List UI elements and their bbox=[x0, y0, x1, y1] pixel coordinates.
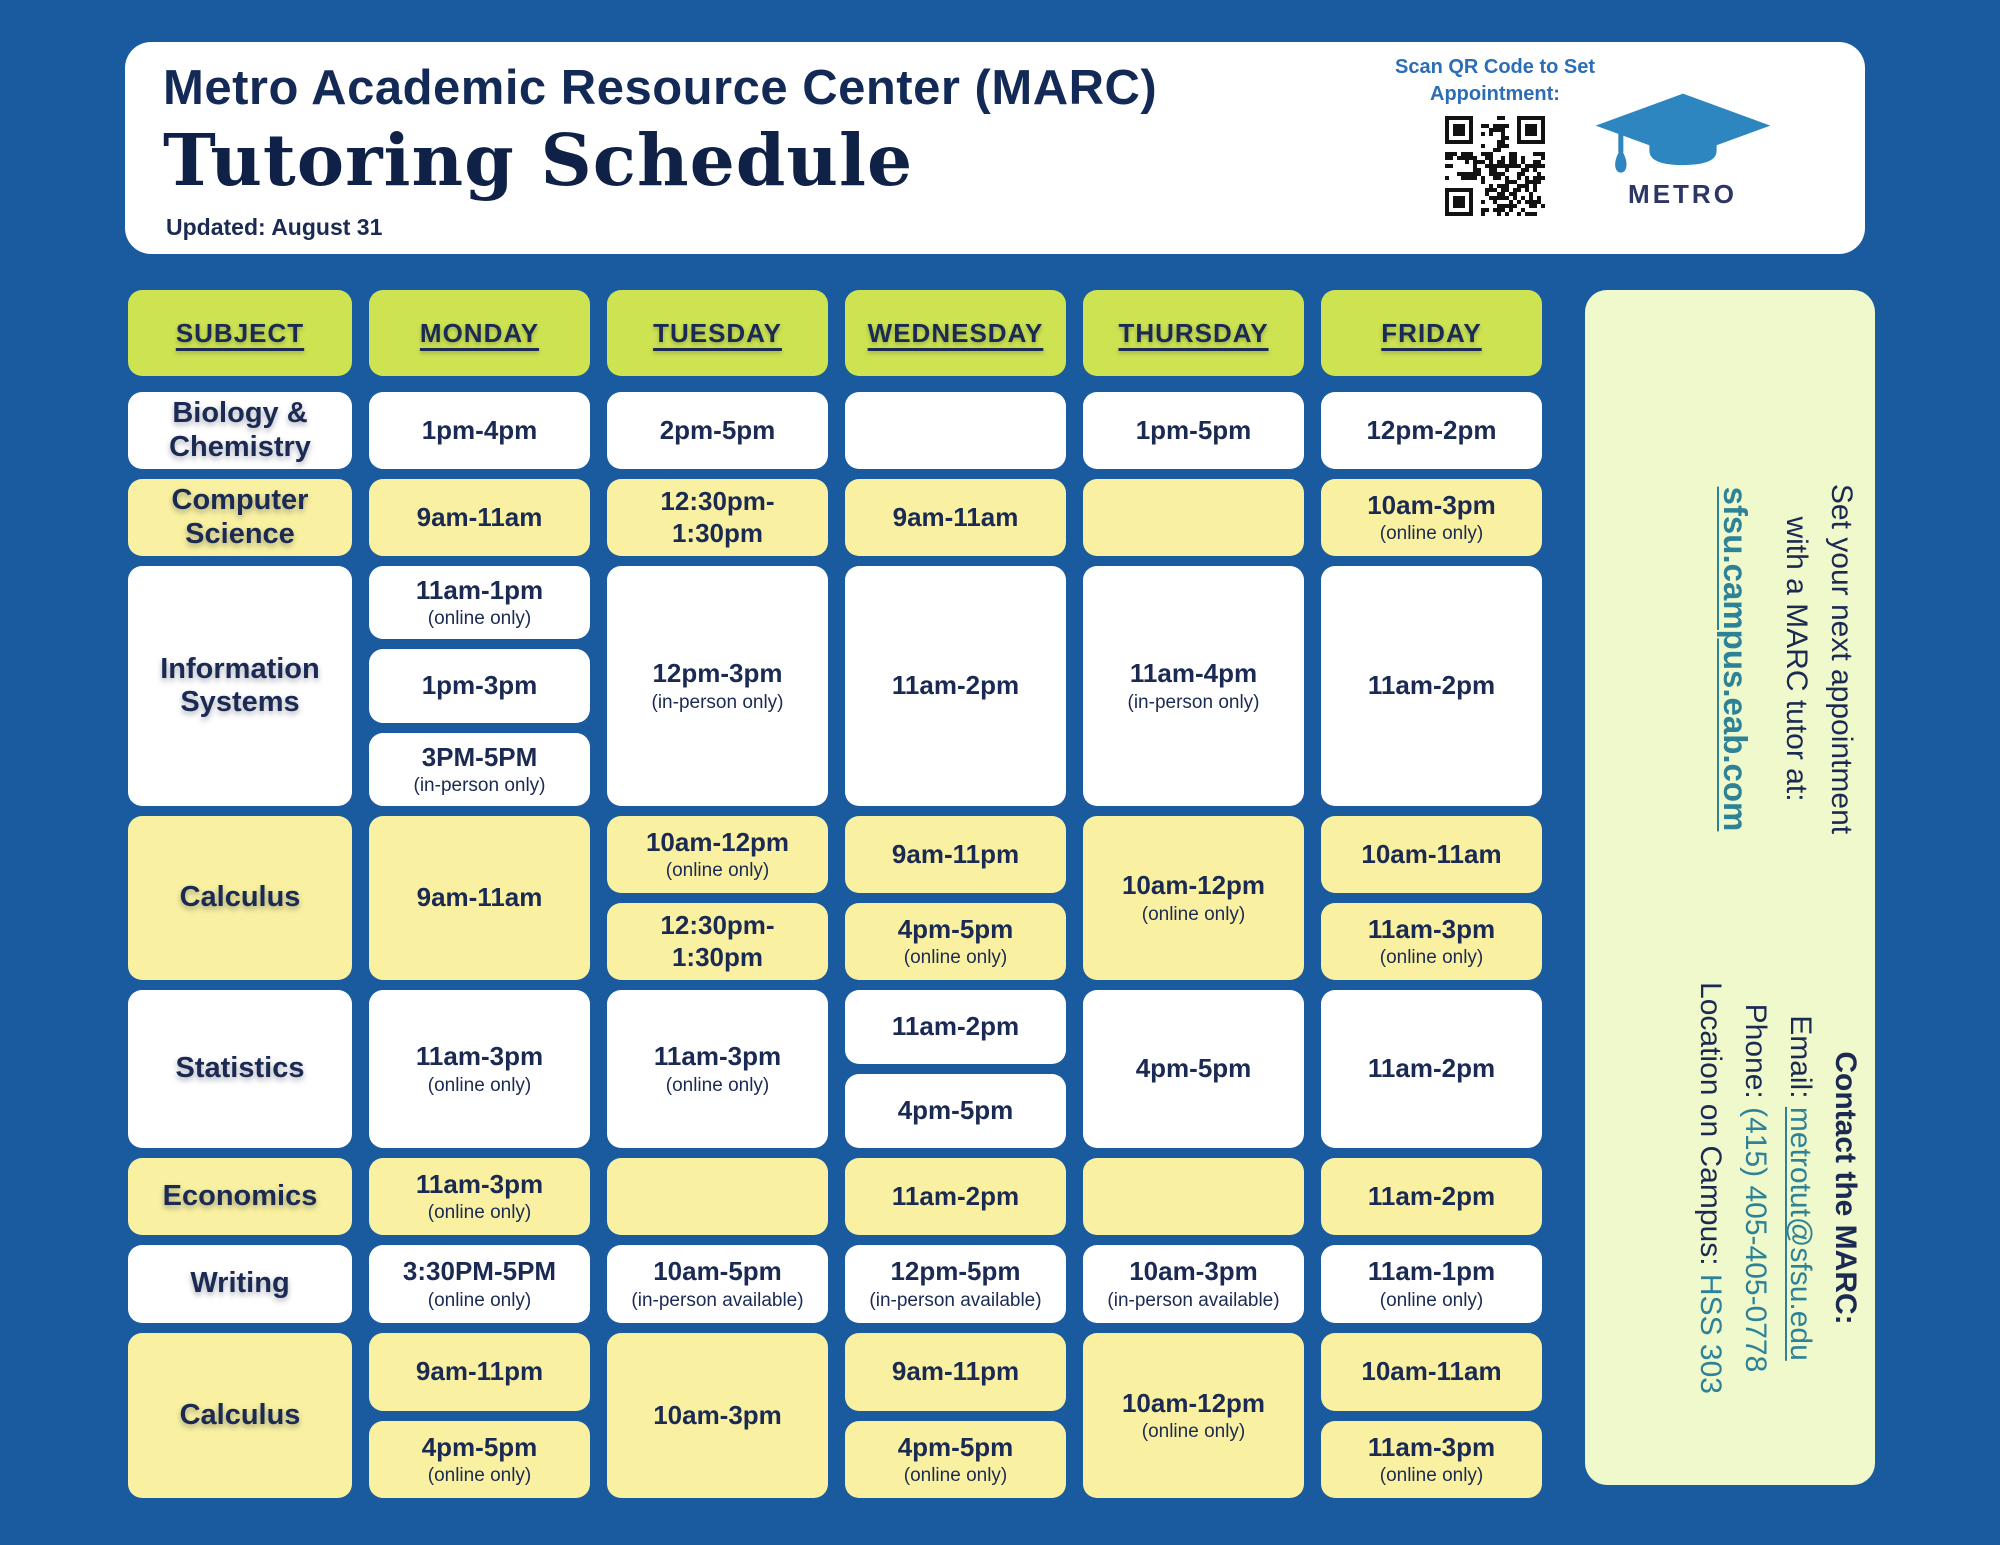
time-slot: 9am-11pm bbox=[369, 1333, 590, 1411]
day-cell bbox=[845, 479, 1066, 556]
time-slot: 9am-11am bbox=[369, 816, 590, 980]
time-slot: 11am-2pm bbox=[1321, 990, 1542, 1148]
graduation-cap-icon bbox=[1588, 92, 1778, 176]
appointment-url-link[interactable]: sfsu.campus.eab.com bbox=[1717, 486, 1754, 832]
time-slot: 11am-4pm (in-person only) bbox=[1083, 566, 1304, 806]
day-cell bbox=[1083, 1158, 1304, 1235]
time-slot: 4pm-5pm (online only) bbox=[845, 903, 1066, 980]
time-slot: 10am-3pm bbox=[607, 1333, 828, 1498]
day-cell bbox=[845, 1158, 1066, 1235]
column-header-subject: SUBJECT bbox=[128, 290, 352, 376]
time-slot: 12:30pm-1:30pm bbox=[607, 903, 828, 980]
subject-cell: Calculus bbox=[128, 1333, 352, 1498]
time-slot: 10am-3pm (online only) bbox=[1321, 479, 1542, 556]
time-slot: 11am-3pm (online only) bbox=[369, 990, 590, 1148]
updated-date: Updated: August 31 bbox=[166, 214, 383, 240]
time-slot: 3:30PM-5PM (online only) bbox=[369, 1245, 590, 1323]
column-header-tuesday: TUESDAY bbox=[607, 290, 828, 376]
time-slot: 11am-2pm bbox=[845, 990, 1066, 1064]
campus-location: HSS 303 bbox=[1694, 1273, 1727, 1394]
column-header-monday: MONDAY bbox=[369, 290, 590, 376]
time-slot: 12pm-3pm (in-person only) bbox=[607, 566, 828, 806]
page-title: Metro Academic Resource Center (MARC) bbox=[163, 61, 1158, 115]
empty-slot bbox=[1083, 1158, 1304, 1235]
empty-slot bbox=[607, 1158, 828, 1235]
contact-email-line: Email: metrotut@sfsu.edu bbox=[1784, 1015, 1817, 1361]
schedule-row bbox=[128, 990, 1542, 1148]
column-header-row bbox=[128, 290, 1542, 376]
contact-phone-line: Phone: (415) 405-405-0778 bbox=[1739, 1003, 1772, 1373]
time-slot: 11am-3pm (online only) bbox=[1321, 1421, 1542, 1499]
schedule-row bbox=[128, 816, 1542, 980]
empty-slot bbox=[1083, 479, 1304, 556]
day-cell bbox=[845, 816, 1066, 980]
time-slot: 10am-3pm (in-person available) bbox=[1083, 1245, 1304, 1323]
column-header-thursday: THURSDAY bbox=[1083, 290, 1304, 376]
column-header-friday: FRIDAY bbox=[1321, 290, 1542, 376]
time-slot: 11am-3pm (online only) bbox=[1321, 903, 1542, 980]
time-slot: 10am-11am bbox=[1321, 816, 1542, 893]
day-cell bbox=[369, 816, 590, 980]
day-cell bbox=[1321, 1245, 1542, 1323]
day-cell bbox=[1083, 1333, 1304, 1498]
time-slot: 3PM-5PM (in-person only) bbox=[369, 733, 590, 806]
day-cell bbox=[845, 392, 1066, 469]
time-slot: 10am-5pm (in-person available) bbox=[607, 1245, 828, 1323]
day-cell bbox=[1321, 479, 1542, 556]
day-cell bbox=[1321, 1333, 1542, 1498]
day-cell bbox=[607, 1333, 828, 1498]
contact-block bbox=[1588, 908, 1868, 1468]
time-slot: 9am-11pm bbox=[845, 1333, 1066, 1411]
time-slot: 4pm-5pm bbox=[845, 1074, 1066, 1148]
day-cell bbox=[369, 990, 590, 1148]
page-subtitle: Tutoring Schedule bbox=[163, 118, 914, 202]
day-cell bbox=[369, 479, 590, 556]
column-header-wednesday: WEDNESDAY bbox=[845, 290, 1066, 376]
day-cell bbox=[1083, 479, 1304, 556]
email-link[interactable]: metrotut@sfsu.edu bbox=[1784, 1106, 1817, 1361]
day-cell bbox=[1083, 566, 1304, 806]
day-cell bbox=[1321, 816, 1542, 980]
time-slot: 4pm-5pm (online only) bbox=[369, 1421, 590, 1499]
day-cell bbox=[1083, 990, 1304, 1148]
day-cell bbox=[845, 566, 1066, 806]
day-cell bbox=[1083, 816, 1304, 980]
contact-title: Contact the MARC: bbox=[1829, 1051, 1862, 1325]
day-cell bbox=[369, 1245, 590, 1323]
schedule-table bbox=[128, 290, 1542, 1508]
time-slot: 11am-2pm bbox=[845, 1158, 1066, 1235]
schedule-row bbox=[128, 1158, 1542, 1235]
time-slot: 9am-11pm bbox=[845, 816, 1066, 893]
subject-cell: Economics bbox=[128, 1158, 352, 1235]
time-slot: 11am-2pm bbox=[845, 566, 1066, 806]
time-slot: 1pm-5pm bbox=[1083, 392, 1304, 469]
appointment-text: Set your next appointment with a MARC tutor at: bbox=[1780, 483, 1858, 835]
qr-code bbox=[1445, 116, 1545, 216]
day-cell bbox=[607, 990, 828, 1148]
time-slot: 1pm-3pm bbox=[369, 649, 590, 722]
time-slot: 12:30pm-1:30pm bbox=[607, 479, 828, 556]
time-slot: 11am-2pm bbox=[1321, 566, 1542, 806]
day-cell bbox=[1083, 392, 1304, 469]
day-cell bbox=[607, 1158, 828, 1235]
time-slot: 10am-12pm (online only) bbox=[607, 816, 828, 893]
subject-cell: Calculus bbox=[128, 816, 352, 980]
time-slot: 12pm-5pm (in-person available) bbox=[845, 1245, 1066, 1323]
day-cell bbox=[1321, 392, 1542, 469]
time-slot: 11am-3pm (online only) bbox=[607, 990, 828, 1148]
time-slot: 11am-2pm bbox=[1321, 1158, 1542, 1235]
subject-cell: Biology & Chemistry bbox=[128, 392, 352, 469]
time-slot: 1pm-4pm bbox=[369, 392, 590, 469]
subject-cell: Writing bbox=[128, 1245, 352, 1323]
schedule-row bbox=[128, 479, 1542, 556]
day-cell bbox=[845, 990, 1066, 1148]
day-cell bbox=[845, 1245, 1066, 1323]
time-slot: 2pm-5pm bbox=[607, 392, 828, 469]
schedule-row bbox=[128, 566, 1542, 806]
day-cell bbox=[1083, 1245, 1304, 1323]
qr-instruction-label: Scan QR Code to Set Appointment: bbox=[1394, 56, 1596, 105]
time-slot: 10am-11am bbox=[1321, 1333, 1542, 1411]
metro-logo-text: METRO bbox=[1628, 179, 1737, 209]
time-slot: 9am-11am bbox=[845, 479, 1066, 556]
sidebar-panel bbox=[1585, 290, 1875, 1485]
schedule-row bbox=[128, 1333, 1542, 1498]
day-cell bbox=[607, 816, 828, 980]
time-slot: 10am-12pm (online only) bbox=[1083, 816, 1304, 980]
schedule-row bbox=[128, 392, 1542, 469]
appointment-note bbox=[1592, 379, 1864, 939]
day-cell bbox=[607, 479, 828, 556]
empty-slot bbox=[845, 392, 1066, 469]
subject-cell: Computer Science bbox=[128, 479, 352, 556]
phone-number: (415) 405-405-0778 bbox=[1739, 1107, 1772, 1373]
time-slot: 9am-11am bbox=[369, 479, 590, 556]
time-slot: 11am-1pm (online only) bbox=[1321, 1245, 1542, 1323]
metro-logo bbox=[1575, 92, 1790, 210]
day-cell bbox=[607, 392, 828, 469]
time-slot: 10am-12pm (online only) bbox=[1083, 1333, 1304, 1498]
day-cell bbox=[1321, 566, 1542, 806]
day-cell bbox=[369, 392, 590, 469]
schedule-row bbox=[128, 1245, 1542, 1323]
time-slot: 4pm-5pm (online only) bbox=[845, 1421, 1066, 1499]
day-cell bbox=[1321, 990, 1542, 1148]
subject-cell: Information Systems bbox=[128, 566, 352, 806]
day-cell bbox=[607, 1245, 828, 1323]
day-cell bbox=[369, 1158, 590, 1235]
day-cell bbox=[607, 566, 828, 806]
time-slot: 12pm-2pm bbox=[1321, 392, 1542, 469]
header-card bbox=[125, 42, 1865, 254]
time-slot: 11am-1pm (online only) bbox=[369, 566, 590, 639]
day-cell bbox=[1321, 1158, 1542, 1235]
subject-cell: Statistics bbox=[128, 990, 352, 1148]
contact-location-line: Location on Campus: HSS 303 bbox=[1694, 982, 1727, 1394]
day-cell bbox=[369, 1333, 590, 1498]
time-slot: 4pm-5pm bbox=[1083, 990, 1304, 1148]
time-slot: 11am-3pm (online only) bbox=[369, 1158, 590, 1235]
day-cell bbox=[369, 566, 590, 806]
day-cell bbox=[845, 1333, 1066, 1498]
